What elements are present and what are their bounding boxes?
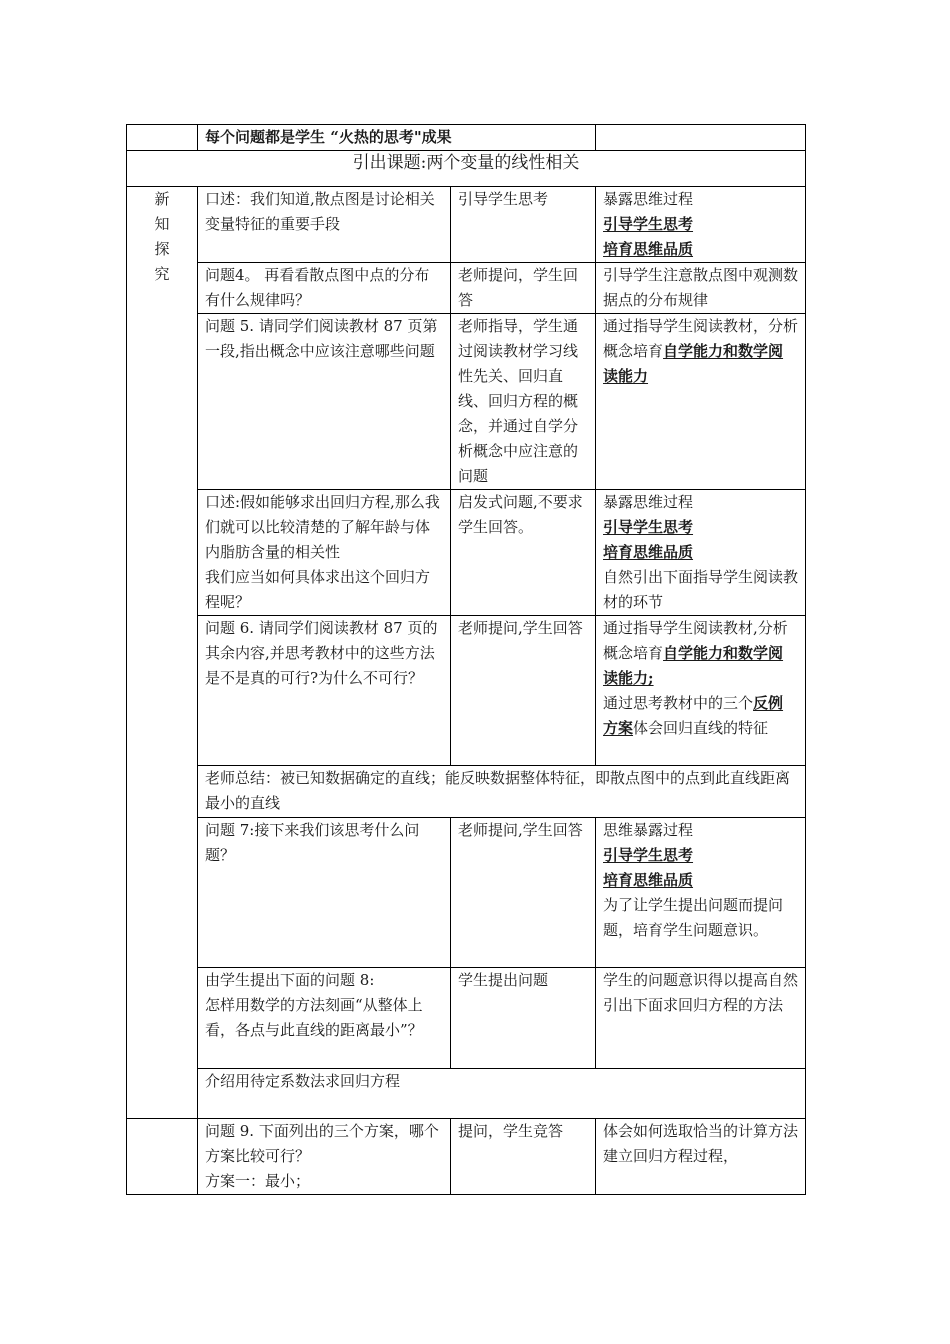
intent-text: 自然引出下面指导学生阅读教材的环节	[603, 568, 799, 611]
stage-char: 新	[154, 190, 170, 208]
content-cell: 问题 5. 请同学们阅读教材 87 页第一段,指出概念中应该注意哪些问题	[198, 314, 451, 490]
intent-emphasis: 引导学生思考	[603, 518, 694, 536]
empty-cell	[596, 125, 806, 151]
topic-title: 引出课题:两个变量的线性相关	[127, 151, 806, 187]
content-cell	[198, 1119, 451, 1195]
content-text: 问题 9. 下面列出的三个方案，哪个方案比较可行？	[205, 1122, 439, 1165]
intent-emphasis: 引导学生思考	[603, 215, 694, 233]
intent-emphasis: 培育思维品质	[603, 240, 694, 258]
header-note-row	[127, 125, 806, 151]
intent-emphasis: 引导学生思考	[603, 846, 694, 864]
intent-emphasis: 培育思维品质	[603, 871, 694, 889]
activity-cell: 学生提出问题	[451, 968, 596, 1069]
intent-text: 体会回归直线的特征	[633, 719, 769, 737]
intent-emphasis: 反例方案	[603, 694, 784, 737]
table-row	[127, 314, 806, 490]
intent-cell: 体会如何选取恰当的计算方法建立回归方程过程，	[596, 1119, 806, 1195]
content-text: 口述:假如能够求出回归方程,那么我们就可以比较清楚的了解年龄与体内脂肪含量的相关性	[205, 493, 440, 561]
stage-char: 探	[154, 240, 170, 258]
summary-row	[127, 1069, 806, 1119]
intent-cell: 学生的问题意识得以提高自然引出下面求回归方程的方法	[596, 968, 806, 1069]
lesson-plan-table	[126, 124, 806, 1195]
intent-emphasis: 自学能力和数学阅读能力;	[603, 644, 784, 687]
intent-text: 通过思考教材中的三个	[603, 694, 754, 712]
intent-text: 暴露思维过程	[603, 190, 694, 208]
empty-cell	[127, 125, 198, 151]
intent-cell	[596, 490, 806, 616]
content-text: 怎样用数学的方法刻画“从整体上看，各点与此直线的距离最小”？	[205, 996, 423, 1039]
table-row	[127, 1119, 806, 1195]
intent-emphasis: 自学能力和数学阅读能力	[603, 342, 784, 385]
intent-text: 通过指导学生阅读教材，分析概念培育	[603, 317, 799, 360]
topic-row	[127, 151, 806, 187]
empty-cell	[127, 1119, 198, 1195]
table-row	[127, 818, 806, 968]
content-text: 方案一：最小；	[205, 1172, 311, 1190]
stage-char: 究	[154, 265, 170, 283]
summary-cell: 老师总结：被已知数据确定的直线；能反映数据整体特征，即散点图中的点到此直线距离最小的直线	[198, 766, 806, 818]
intent-cell	[596, 314, 806, 490]
intent-cell	[596, 616, 806, 766]
header-note: 每个问题都是学生 “火热的思考"成果	[198, 125, 596, 151]
intent-text: 通过指导学生阅读教材,分析概念培育	[603, 619, 788, 662]
intent-cell: 引导学生注意散点图中观测数据点的分布规律	[596, 263, 806, 314]
activity-cell: 老师指导，学生通过阅读教材学习线性先关、回归直线、回归方程的概念，并通过自学分析概念中应注意的问题	[451, 314, 596, 490]
activity-cell: 提问，学生竞答	[451, 1119, 596, 1195]
intent-text: 思维暴露过程	[603, 821, 694, 839]
content-cell: 口述：我们知道,散点图是讨论相关变量特征的重要手段	[198, 187, 451, 263]
content-cell: 问题 6. 请同学们阅读教材 87 页的其余内容,并思考教材中的这些方法是不是真的可行?为什么不可行？	[198, 616, 451, 766]
stage-label	[127, 187, 198, 1119]
activity-cell: 引导学生思考	[451, 187, 596, 263]
stage-char: 知	[154, 215, 170, 233]
intent-emphasis: 培育思维品质	[603, 543, 694, 561]
content-cell	[198, 490, 451, 616]
table-row	[127, 616, 806, 766]
content-cell: 问题4。 再看看散点图中点的分布有什么规律吗？	[198, 263, 451, 314]
content-cell: 问题 7:接下来我们该思考什么问题？	[198, 818, 451, 968]
content-cell	[198, 968, 451, 1069]
table-row	[127, 263, 806, 314]
summary-row	[127, 766, 806, 818]
intent-text: 为了让学生提出问题而提问题，培育学生问题意识。	[603, 896, 784, 939]
intent-text: 暴露思维过程	[603, 493, 694, 511]
activity-cell: 老师提问,学生回答	[451, 818, 596, 968]
activity-cell: 老师提问，学生回答	[451, 263, 596, 314]
content-text: 由学生提出下面的问题 8:	[205, 971, 375, 989]
table-row	[127, 968, 806, 1069]
summary-cell: 介绍用待定系数法求回归方程	[198, 1069, 806, 1119]
table-row	[127, 187, 806, 263]
intent-cell	[596, 818, 806, 968]
intent-cell	[596, 187, 806, 263]
activity-cell: 启发式问题,不要求学生回答。	[451, 490, 596, 616]
activity-cell: 老师提问,学生回答	[451, 616, 596, 766]
content-text: 我们应当如何具体求出这个回归方程呢？	[205, 568, 431, 611]
table-row	[127, 490, 806, 616]
